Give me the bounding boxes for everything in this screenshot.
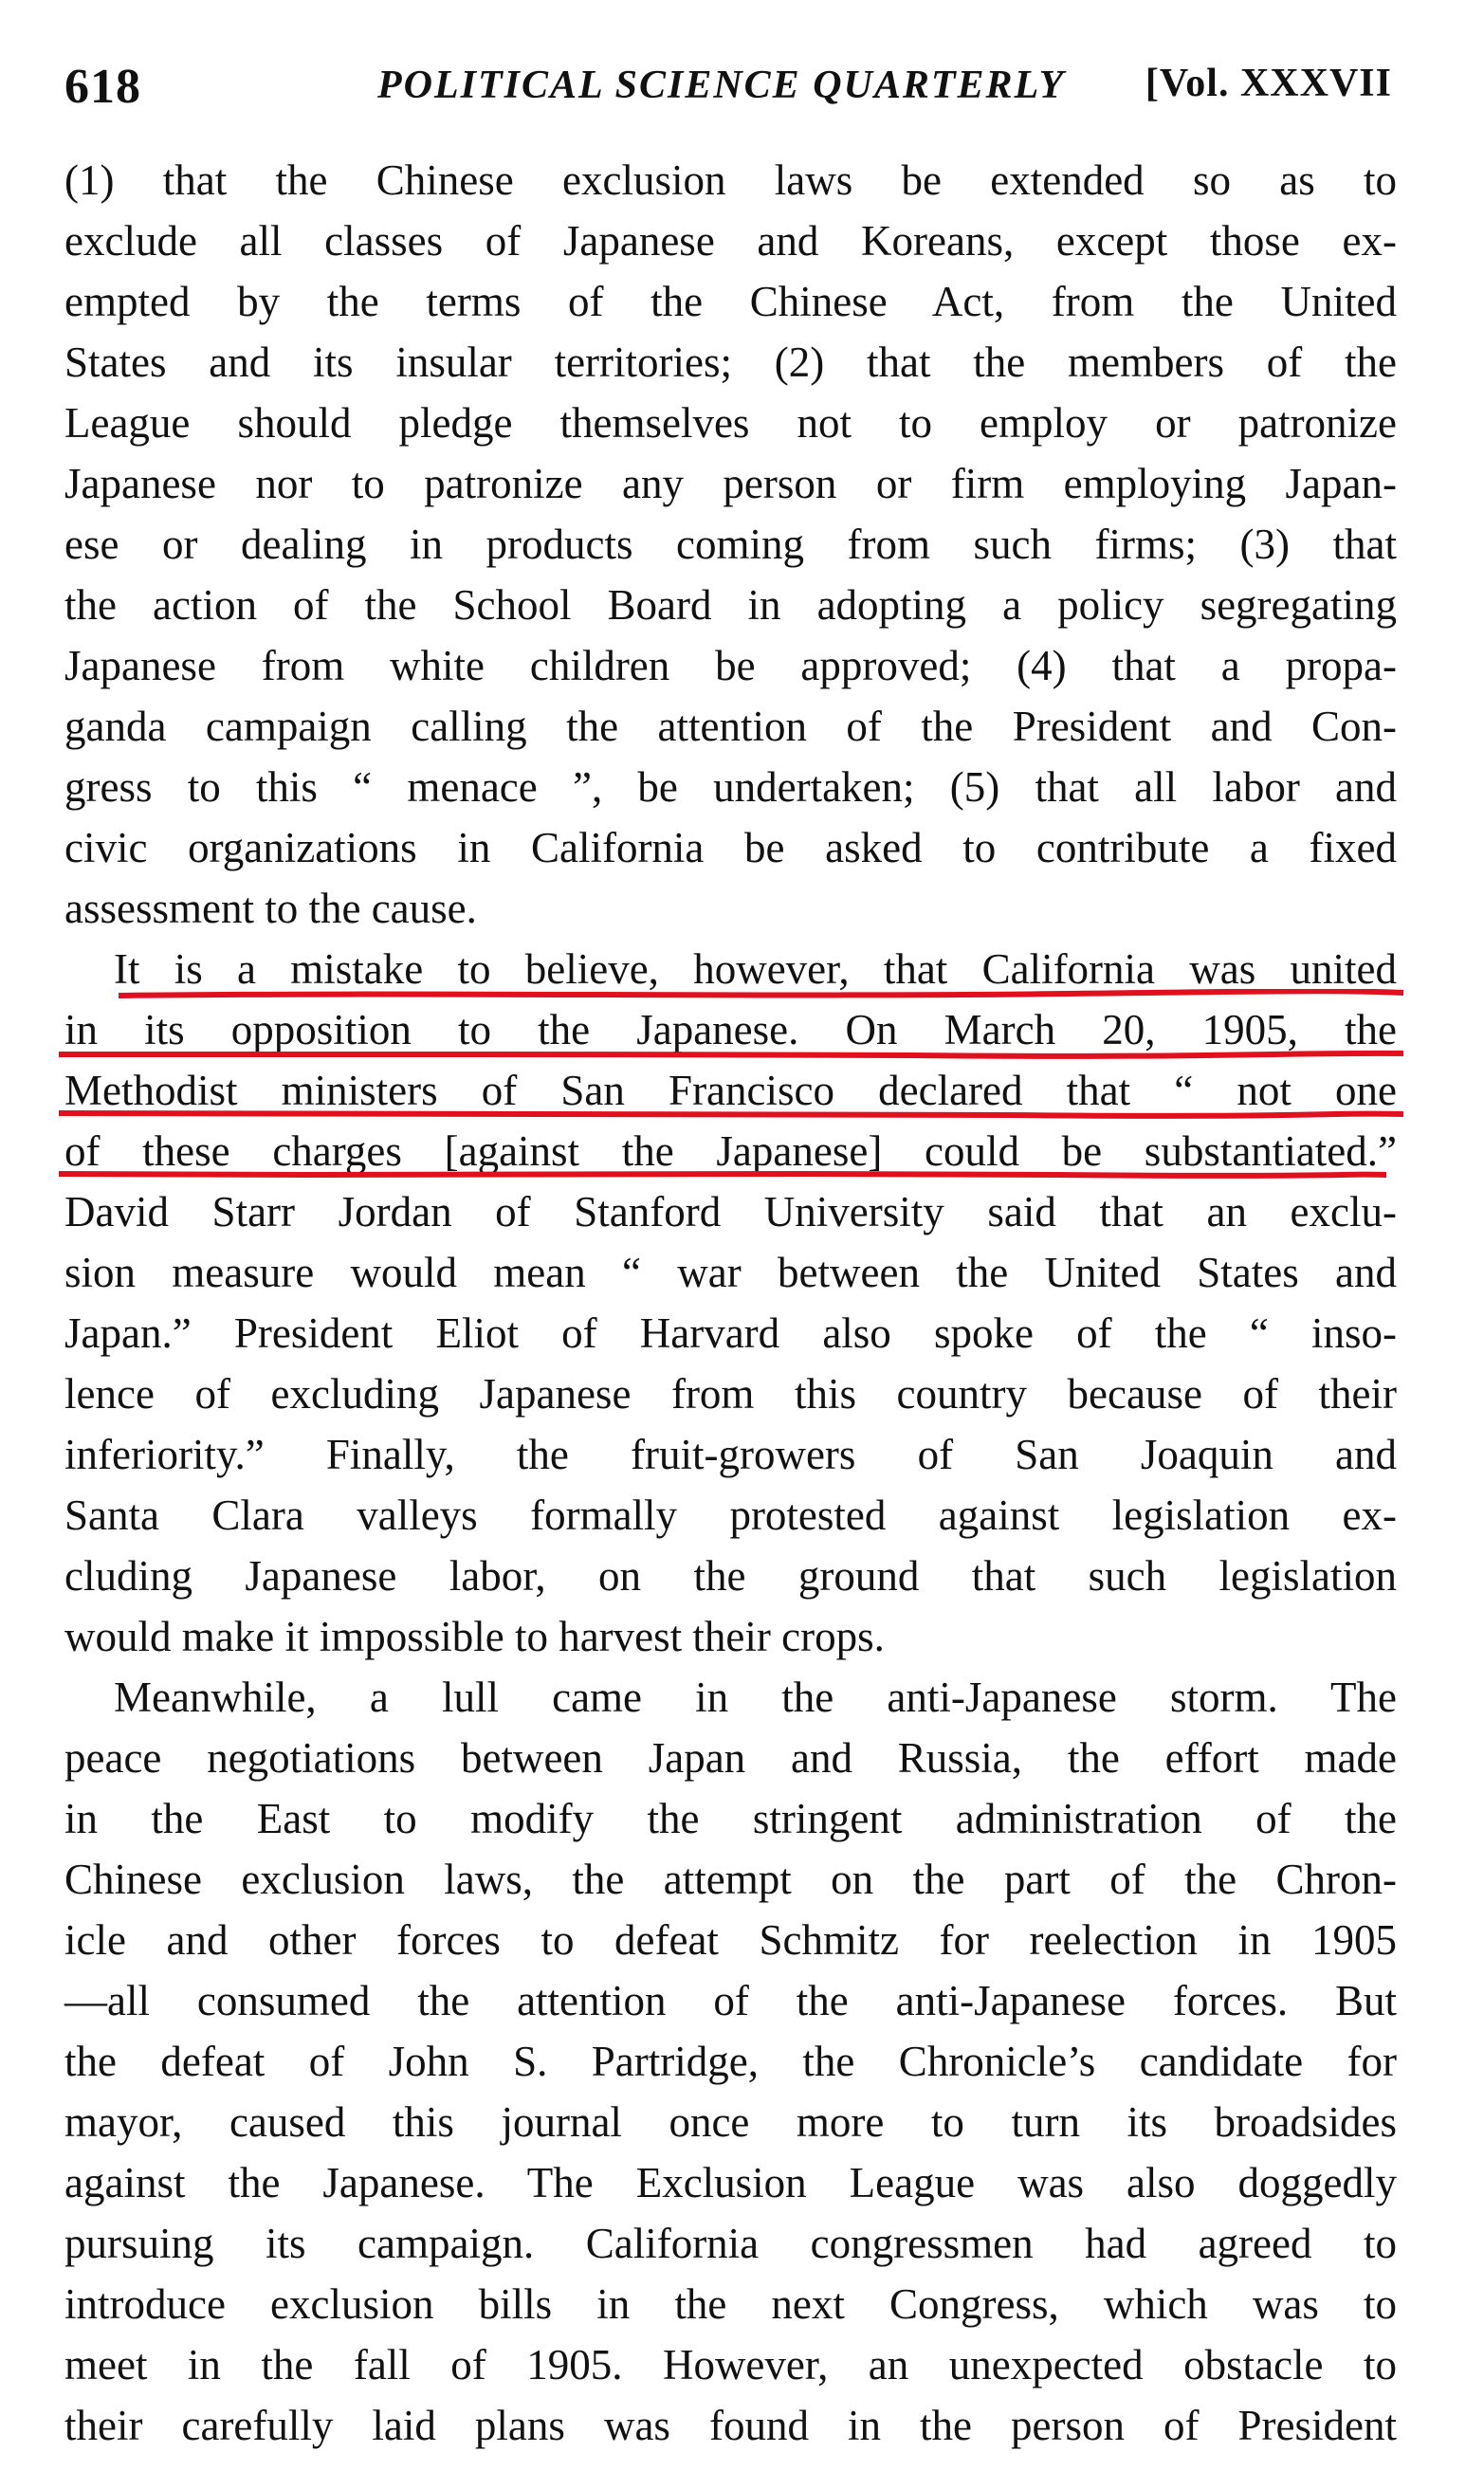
red-underline-mark [59,1169,1386,1179]
red-underline-mark [59,1050,1403,1059]
text-line: pursuing its campaign. California congressmen had agreed to [64,2220,1397,2267]
text-line: civic organizations in California be asked to contribute a fixed [64,824,1397,871]
text-line: against the Japanese. The Exclusion League was also doggedly [64,2159,1397,2206]
text-line: Japanese nor to patronize any person or firm employing Japan- [64,460,1397,507]
text-line: empted by the terms of the Chinese Act, from the United [64,278,1397,325]
text-line: Japanese from white children be approved; (4) that a propa- [64,642,1397,689]
text-line: peace negotiations between Japan and Russia, the effort made [64,1734,1397,1782]
text-line: would make it impossible to harvest their crops. [64,1613,885,1660]
text-line: cluding Japanese labor, on the ground that such legislation [64,1552,1397,1600]
page-number: 618 [64,60,141,114]
text-line: sion measure would mean “ war between the United States and [64,1249,1397,1296]
text-line: inferiority.” Finally, the fruit-growers of San Joaquin and [64,1431,1397,1478]
text-line-underlined: in its opposition to the Japanese. On March 20, 1905, the [64,1006,1397,1053]
text-line: exclude all classes of Japanese and Koreans, except those ex- [64,217,1397,265]
body-text [64,150,1397,2456]
text-line: Japan.” President Eliot of Harvard also spoke of the “ inso- [64,1309,1397,1357]
text-line: Chinese exclusion laws, the attempt on the part of the Chron- [64,1856,1397,1903]
text-line: gress to this “ menace ”, be undertaken; (5) that all labor and [64,763,1397,811]
paragraph-2 [64,939,1397,1667]
text-line: ese or dealing in products coming from such firms; (3) that [64,521,1397,568]
red-underline-mark [119,989,1403,998]
volume-label: [Vol. XXXVII [1145,62,1392,105]
red-underline-mark [59,1109,1403,1119]
text-line: the defeat of John S. Partridge, the Chronicle’s candidate for [64,2038,1397,2085]
text-line: Meanwhile, a lull came in the anti-Japanese storm. The [114,1674,1397,1721]
text-line-underlined: Methodist ministers of San Francisco declared that “ not one [64,1067,1397,1114]
text-line: —all consumed the attention of the anti-Japanese forces. But [64,1977,1397,2024]
journal-title: POLITICAL SCIENCE QUARTERLY [377,64,1066,107]
paragraph-1 [64,150,1397,939]
text-line: lence of excluding Japanese from this country because of their [64,1370,1397,1418]
running-head [64,59,1392,125]
paragraph-3 [64,1667,1397,2456]
text-line: meet in the fall of 1905. However, an unexpected obstacle to [64,2341,1397,2388]
text-line: mayor, caused this journal once more to turn its broadsides [64,2098,1397,2146]
text-line: David Starr Jordan of Stanford University said that an exclu- [64,1188,1397,1235]
text-line: (1) that the Chinese exclusion laws be extended so as to [64,156,1397,204]
text-line: ganda campaign calling the attention of the President and Con- [64,703,1397,750]
text-line: League should pledge themselves not to employ or patronize [64,399,1397,447]
text-line-underlined: It is a mistake to believe, however, that California was united [114,945,1397,993]
text-line-underlined: of these charges [against the Japanese] could be substantiated.” [64,1127,1397,1175]
text-line: introduce exclusion bills in the next Congress, which was to [64,2280,1397,2328]
text-line: assessment to the cause. [64,885,477,932]
text-line: the action of the School Board in adopting a policy segregating [64,581,1397,629]
text-line: in the East to modify the stringent administration of the [64,1795,1397,1842]
text-line: States and its insular territories; (2) that the members of the [64,339,1397,386]
text-line: icle and other forces to defeat Schmitz for reelection in 1905 [64,1916,1397,1964]
text-line: their carefully laid plans was found in the person of President [64,2402,1397,2449]
text-line: Santa Clara valleys formally protested against legislation ex- [64,1492,1397,1539]
